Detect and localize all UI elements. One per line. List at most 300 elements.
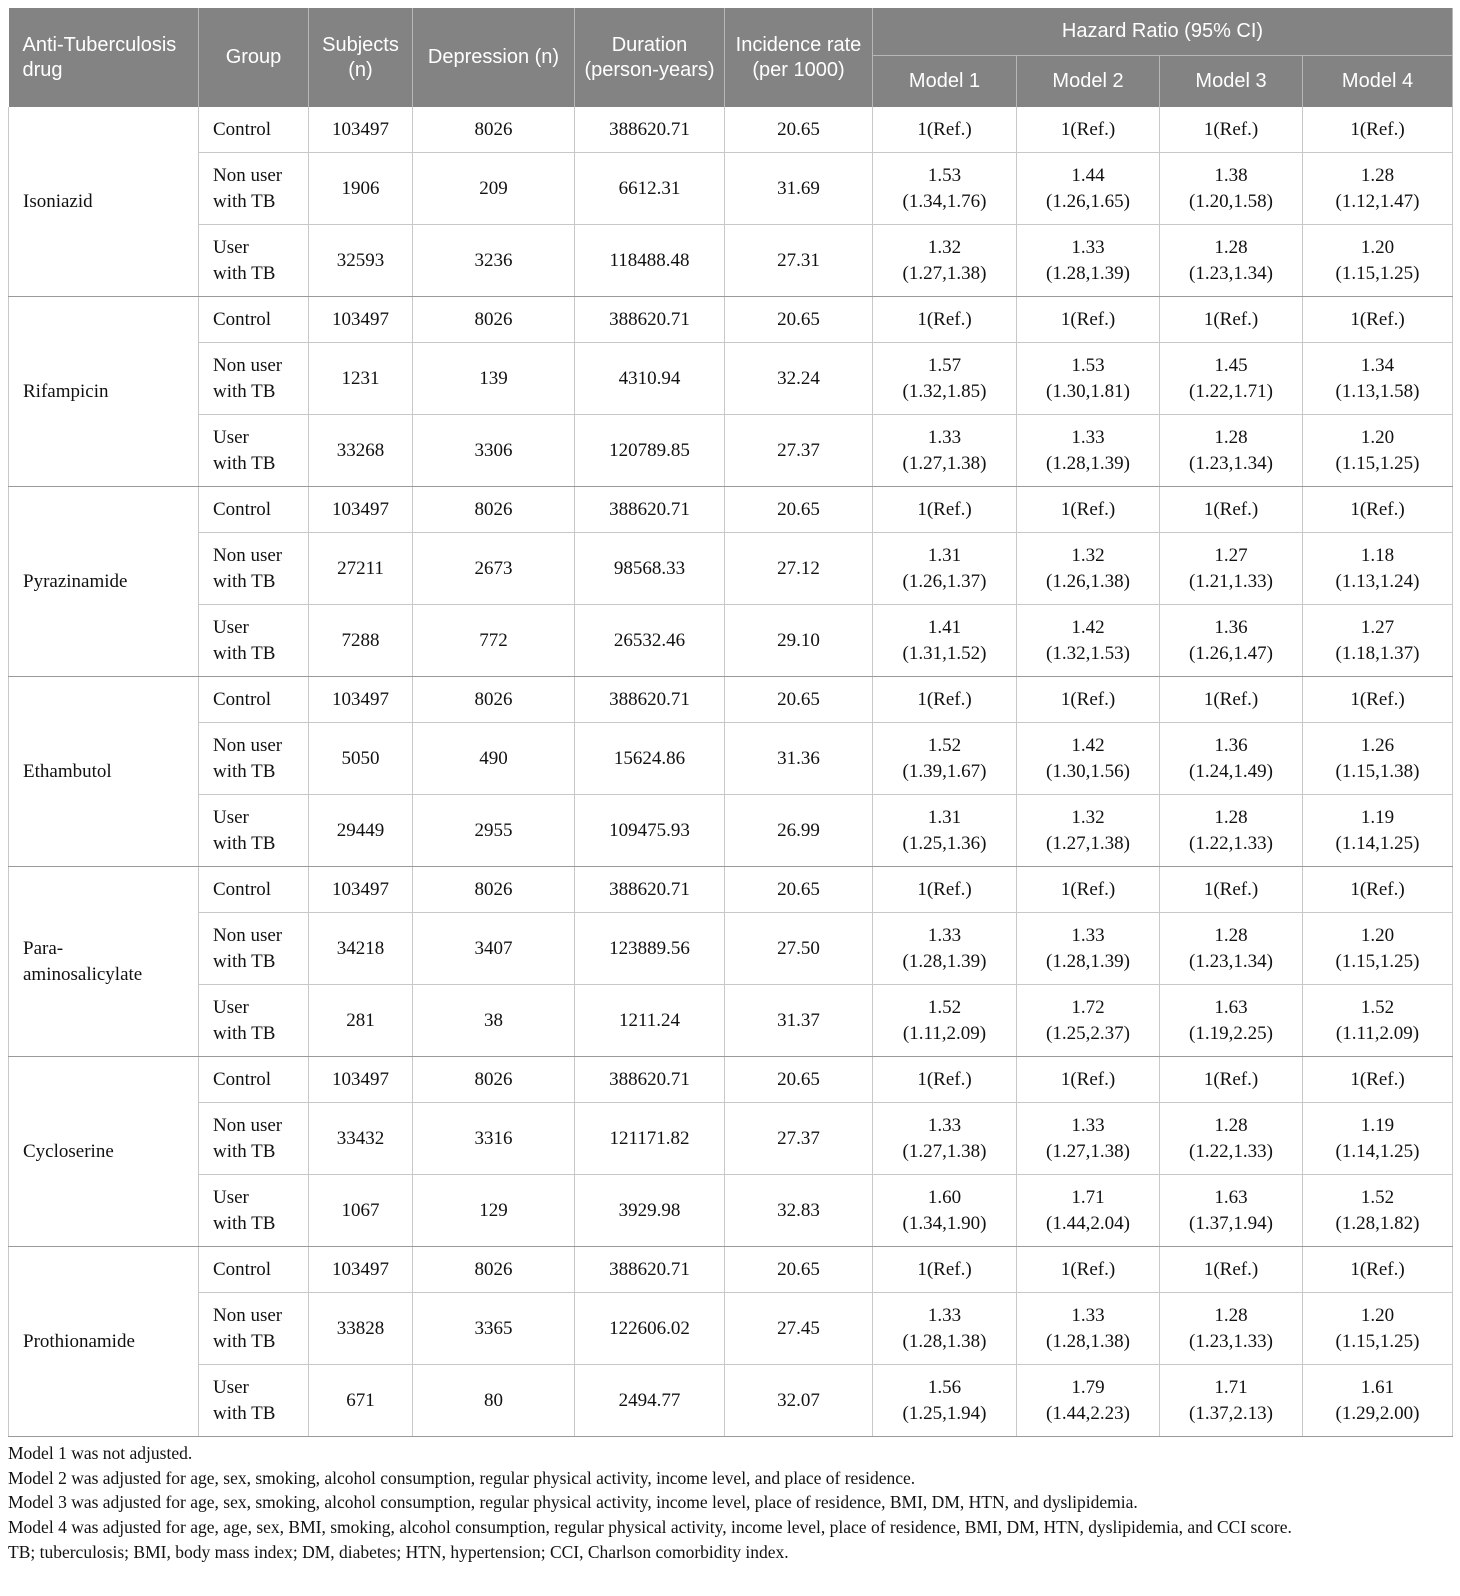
confidence-interval: (1.29,2.00) xyxy=(1335,1402,1420,1424)
depression-cell: 8026 xyxy=(413,1057,575,1103)
incidence-cell: 26.99 xyxy=(725,795,873,867)
incidence-cell: 20.65 xyxy=(725,1247,873,1293)
hazard-ratio-model-3-cell xyxy=(1160,487,1303,533)
hazard-ratio-value: 1.53 xyxy=(1071,354,1105,376)
hazard-ratio-value: 1.52 xyxy=(1360,996,1395,1018)
group-label-line: with TB xyxy=(213,950,276,972)
drug-name-cell: Prothionamide xyxy=(9,1247,199,1437)
hazard-ratio-model-4-cell xyxy=(1303,723,1453,795)
table-row xyxy=(9,605,1453,677)
hazard-ratio-value: 1.71 xyxy=(1071,1186,1105,1208)
hazard-ratio-value: 1.72 xyxy=(1071,996,1105,1018)
confidence-interval: (1.24,1.49) xyxy=(1189,760,1273,782)
group-label-line: User xyxy=(213,236,249,258)
hazard-ratio-model-1-cell xyxy=(873,1293,1017,1365)
group-cell xyxy=(199,1365,309,1437)
duration-cell: 118488.48 xyxy=(575,225,725,297)
hazard-ratio-value: 1.18 xyxy=(1360,544,1395,566)
confidence-interval: (1.15,1.25) xyxy=(1335,262,1420,284)
table-row xyxy=(9,153,1453,225)
hazard-ratio-model-3-cell xyxy=(1160,723,1303,795)
depression-cell: 8026 xyxy=(413,677,575,723)
incidence-cell: 27.31 xyxy=(725,225,873,297)
group-cell xyxy=(199,795,309,867)
hazard-ratio-value: 1.19 xyxy=(1360,806,1395,828)
subjects-cell: 1906 xyxy=(309,153,413,225)
group-cell xyxy=(199,153,309,225)
hazard-ratio-value: 1(Ref.) xyxy=(1060,118,1116,140)
confidence-interval: (1.27,1.38) xyxy=(1046,832,1130,854)
hazard-ratio-value: 1.32 xyxy=(1071,544,1105,566)
depression-cell: 139 xyxy=(413,343,575,415)
hazard-ratio-model-2-cell xyxy=(1017,723,1160,795)
hazard-ratio-model-2-cell xyxy=(1017,1365,1160,1437)
subjects-cell: 103497 xyxy=(309,1057,413,1103)
hazard-ratio-value: 1(Ref.) xyxy=(1060,308,1116,330)
group-cell xyxy=(199,723,309,795)
hazard-ratio-value: 1.33 xyxy=(927,924,962,946)
hazard-ratio-table xyxy=(8,8,1453,1437)
hazard-ratio-model-4-cell xyxy=(1303,343,1453,415)
confidence-interval: (1.34,1.76) xyxy=(902,190,987,212)
group-label-line: User xyxy=(213,1376,249,1398)
hazard-ratio-model-4-cell xyxy=(1303,605,1453,677)
hazard-ratio-model-3-cell xyxy=(1160,677,1303,723)
table-row xyxy=(9,107,1453,153)
hazard-ratio-value: 1.33 xyxy=(927,1304,962,1326)
drug-name-cell: Pyrazinamide xyxy=(9,487,199,677)
hazard-ratio-model-4-cell xyxy=(1303,1103,1453,1175)
footnote-line: Model 4 was adjusted for age, age, sex, BMI, smoking, alcohol consumption, regular physical activity, income level, place of residence, BMI, DM, HTN, dyslipidemia, and CCI score. xyxy=(8,1517,1292,1538)
group-label-line: Non user xyxy=(213,734,283,756)
confidence-interval: (1.30,1.56) xyxy=(1046,760,1130,782)
depression-cell: 3316 xyxy=(413,1103,575,1175)
confidence-interval: (1.27,1.38) xyxy=(902,262,987,284)
hazard-ratio-model-4-cell xyxy=(1303,677,1453,723)
duration-cell: 3929.98 xyxy=(575,1175,725,1247)
confidence-interval: (1.27,1.38) xyxy=(902,452,987,474)
confidence-interval: (1.22,1.33) xyxy=(1189,832,1273,854)
subjects-cell: 7288 xyxy=(309,605,413,677)
hazard-ratio-model-3-cell xyxy=(1160,343,1303,415)
subjects-cell: 103497 xyxy=(309,1247,413,1293)
confidence-interval: (1.22,1.33) xyxy=(1189,1140,1273,1162)
hazard-ratio-model-4-cell xyxy=(1303,1293,1453,1365)
duration-cell: 388620.71 xyxy=(575,487,725,533)
hazard-ratio-value: 1(Ref.) xyxy=(1203,1258,1259,1280)
hazard-ratio-model-4-cell xyxy=(1303,225,1453,297)
table-row xyxy=(9,795,1453,867)
hazard-ratio-value: 1(Ref.) xyxy=(1350,878,1405,900)
hazard-ratio-value: 1.28 xyxy=(1360,164,1395,186)
hazard-ratio-model-4-cell xyxy=(1303,533,1453,605)
confidence-interval: (1.28,1.38) xyxy=(902,1330,987,1352)
incidence-cell: 27.12 xyxy=(725,533,873,605)
drug-name-cell: Rifampicin xyxy=(9,297,199,487)
group-label-line: User xyxy=(213,426,249,448)
hazard-ratio-value: 1.33 xyxy=(1071,236,1105,258)
table-row xyxy=(9,985,1453,1057)
hazard-ratio-model-1-cell xyxy=(873,533,1017,605)
incidence-cell: 32.07 xyxy=(725,1365,873,1437)
hazard-ratio-value: 1(Ref.) xyxy=(1350,1068,1405,1090)
hazard-ratio-model-3-cell xyxy=(1160,415,1303,487)
depression-cell: 3236 xyxy=(413,225,575,297)
header-drug: Anti-Tuberculosis drug xyxy=(9,8,199,107)
hazard-ratio-model-2-cell xyxy=(1017,795,1160,867)
group-label-line: with TB xyxy=(213,1212,276,1234)
confidence-interval: (1.25,1.36) xyxy=(902,832,987,854)
hazard-ratio-value: 1.41 xyxy=(927,616,962,638)
confidence-interval: (1.13,1.58) xyxy=(1335,380,1420,402)
group-label-line: User xyxy=(213,806,249,828)
hazard-ratio-model-3-cell xyxy=(1160,1365,1303,1437)
subjects-cell: 281 xyxy=(309,985,413,1057)
duration-cell: 2494.77 xyxy=(575,1365,725,1437)
group-label-line: Control xyxy=(213,688,272,710)
hazard-ratio-model-1-cell xyxy=(873,723,1017,795)
hazard-ratio-value: 1.20 xyxy=(1360,236,1395,258)
group-cell xyxy=(199,297,309,343)
hazard-ratio-value: 1.38 xyxy=(1214,164,1248,186)
confidence-interval: (1.15,1.38) xyxy=(1335,760,1420,782)
hazard-ratio-value: 1.42 xyxy=(1071,616,1105,638)
confidence-interval: (1.28,1.39) xyxy=(902,950,987,972)
hazard-ratio-model-4-cell xyxy=(1303,107,1453,153)
hazard-ratio-value: 1.27 xyxy=(1214,544,1248,566)
group-label-line: with TB xyxy=(213,832,276,854)
hazard-ratio-value: 1(Ref.) xyxy=(917,498,972,520)
confidence-interval: (1.44,2.04) xyxy=(1046,1212,1130,1234)
subjects-cell: 5050 xyxy=(309,723,413,795)
hazard-ratio-value: 1.52 xyxy=(927,734,962,756)
hazard-ratio-model-2-cell xyxy=(1017,415,1160,487)
duration-cell: 4310.94 xyxy=(575,343,725,415)
confidence-interval: (1.31,1.52) xyxy=(902,642,987,664)
hazard-ratio-model-4-cell xyxy=(1303,795,1453,867)
hazard-ratio-model-2-cell xyxy=(1017,1293,1160,1365)
duration-cell: 388620.71 xyxy=(575,107,725,153)
hazard-ratio-value: 1(Ref.) xyxy=(1203,308,1259,330)
depression-cell: 8026 xyxy=(413,487,575,533)
depression-cell: 772 xyxy=(413,605,575,677)
incidence-cell: 31.37 xyxy=(725,985,873,1057)
hazard-ratio-model-2-cell xyxy=(1017,487,1160,533)
hazard-ratio-value: 1.44 xyxy=(1071,164,1105,186)
duration-cell: 122606.02 xyxy=(575,1293,725,1365)
hazard-ratio-model-3-cell xyxy=(1160,985,1303,1057)
hazard-ratio-model-4-cell xyxy=(1303,1365,1453,1437)
hazard-ratio-value: 1(Ref.) xyxy=(1350,118,1405,140)
hazard-ratio-value: 1(Ref.) xyxy=(1060,688,1116,710)
depression-cell: 8026 xyxy=(413,297,575,343)
hazard-ratio-model-2-cell xyxy=(1017,153,1160,225)
group-cell xyxy=(199,1293,309,1365)
group-label-line: Non user xyxy=(213,544,283,566)
hazard-ratio-value: 1.33 xyxy=(1071,426,1105,448)
group-label-line: User xyxy=(213,1186,249,1208)
hazard-ratio-value: 1.33 xyxy=(1071,924,1105,946)
hazard-ratio-model-3-cell xyxy=(1160,795,1303,867)
footnote-line: Model 3 was adjusted for age, sex, smoking, alcohol consumption, regular physical activity, income level, place of residence, BMI, DM, HTN, and dyslipidemia. xyxy=(8,1492,1138,1513)
hazard-ratio-value: 1.34 xyxy=(1360,354,1395,376)
hazard-ratio-model-1-cell xyxy=(873,605,1017,677)
group-label-line: with TB xyxy=(213,1402,276,1424)
header-model-3: Model 3 xyxy=(1160,56,1303,108)
hazard-ratio-model-3-cell xyxy=(1160,533,1303,605)
hazard-ratio-value: 1(Ref.) xyxy=(1203,688,1259,710)
group-cell xyxy=(199,107,309,153)
group-label-line: Non user xyxy=(213,1114,283,1136)
confidence-interval: (1.25,1.94) xyxy=(902,1402,987,1424)
group-cell xyxy=(199,1175,309,1247)
hazard-ratio-value: 1.45 xyxy=(1214,354,1248,376)
confidence-interval: (1.19,2.25) xyxy=(1189,1022,1273,1044)
hazard-ratio-model-2-cell xyxy=(1017,1057,1160,1103)
duration-cell: 109475.93 xyxy=(575,795,725,867)
hazard-ratio-model-2-cell xyxy=(1017,1175,1160,1247)
confidence-interval: (1.15,1.25) xyxy=(1335,950,1420,972)
header-duration: Duration (person-years) xyxy=(575,8,725,107)
hazard-ratio-value: 1.20 xyxy=(1360,426,1395,448)
hazard-ratio-value: 1(Ref.) xyxy=(1350,688,1405,710)
hazard-ratio-value: 1(Ref.) xyxy=(917,1258,972,1280)
hazard-ratio-model-4-cell xyxy=(1303,415,1453,487)
group-cell xyxy=(199,985,309,1057)
hazard-ratio-model-1-cell xyxy=(873,225,1017,297)
group-cell xyxy=(199,867,309,913)
hazard-ratio-model-1-cell xyxy=(873,985,1017,1057)
hazard-ratio-model-3-cell xyxy=(1160,1103,1303,1175)
subjects-cell: 103497 xyxy=(309,867,413,913)
hazard-ratio-value: 1.19 xyxy=(1360,1114,1395,1136)
group-cell xyxy=(199,343,309,415)
group-label-line: with TB xyxy=(213,1140,276,1162)
subjects-cell: 103497 xyxy=(309,297,413,343)
hazard-ratio-value: 1.20 xyxy=(1360,1304,1395,1326)
hazard-ratio-value: 1.28 xyxy=(1214,1304,1248,1326)
incidence-cell: 29.10 xyxy=(725,605,873,677)
confidence-interval: (1.23,1.33) xyxy=(1189,1330,1273,1352)
hazard-ratio-model-2-cell xyxy=(1017,1103,1160,1175)
hazard-ratio-model-1-cell xyxy=(873,867,1017,913)
hazard-ratio-model-1-cell xyxy=(873,1365,1017,1437)
hazard-ratio-model-2-cell xyxy=(1017,1247,1160,1293)
hazard-ratio-model-3-cell xyxy=(1160,297,1303,343)
hazard-ratio-value: 1(Ref.) xyxy=(1060,1068,1116,1090)
depression-cell: 2673 xyxy=(413,533,575,605)
confidence-interval: (1.20,1.58) xyxy=(1189,190,1273,212)
hazard-ratio-model-2-cell xyxy=(1017,985,1160,1057)
subjects-cell: 1067 xyxy=(309,1175,413,1247)
hazard-ratio-value: 1(Ref.) xyxy=(917,878,972,900)
group-cell xyxy=(199,415,309,487)
hazard-ratio-model-4-cell xyxy=(1303,985,1453,1057)
hazard-ratio-model-1-cell xyxy=(873,677,1017,723)
hazard-ratio-value: 1(Ref.) xyxy=(1203,498,1259,520)
hazard-ratio-model-3-cell xyxy=(1160,605,1303,677)
incidence-cell: 27.37 xyxy=(725,415,873,487)
confidence-interval: (1.30,1.81) xyxy=(1046,380,1130,402)
group-label-line: with TB xyxy=(213,190,276,212)
confidence-interval: (1.32,1.53) xyxy=(1046,642,1130,664)
hazard-ratio-value: 1.52 xyxy=(927,996,962,1018)
hazard-ratio-value: 1.28 xyxy=(1214,1114,1248,1136)
confidence-interval: (1.37,2.13) xyxy=(1189,1402,1273,1424)
hazard-ratio-value: 1.52 xyxy=(1360,1186,1395,1208)
header-model-4: Model 4 xyxy=(1303,56,1453,108)
group-label-line: User xyxy=(213,996,249,1018)
hazard-ratio-value: 1.79 xyxy=(1071,1376,1105,1398)
hazard-ratio-value: 1(Ref.) xyxy=(1203,878,1259,900)
footnote-line: Model 2 was adjusted for age, sex, smoking, alcohol consumption, regular physical activity, income level, and place of residence. xyxy=(8,1467,916,1488)
depression-cell: 3365 xyxy=(413,1293,575,1365)
hazard-ratio-value: 1.56 xyxy=(927,1376,962,1398)
table-row xyxy=(9,1247,1453,1293)
drug-name-cell: Isoniazid xyxy=(9,107,199,297)
confidence-interval: (1.27,1.38) xyxy=(1046,1140,1130,1162)
table-row xyxy=(9,1293,1453,1365)
hazard-ratio-model-4-cell xyxy=(1303,1175,1453,1247)
depression-cell: 129 xyxy=(413,1175,575,1247)
confidence-interval: (1.28,1.38) xyxy=(1046,1330,1130,1352)
table-row xyxy=(9,1103,1453,1175)
subjects-cell: 33268 xyxy=(309,415,413,487)
group-cell xyxy=(199,1103,309,1175)
hazard-ratio-value: 1.33 xyxy=(1071,1304,1105,1326)
confidence-interval: (1.26,1.47) xyxy=(1189,642,1273,664)
footnote-line: TB; tuberculosis; BMI, body mass index; DM, diabetes; HTN, hypertension; CCI, Charlson comorbidity index. xyxy=(8,1541,789,1562)
confidence-interval: (1.23,1.34) xyxy=(1189,452,1273,474)
subjects-cell: 671 xyxy=(309,1365,413,1437)
hazard-ratio-value: 1.61 xyxy=(1360,1376,1395,1398)
group-label-line: with TB xyxy=(213,262,276,284)
incidence-cell: 31.36 xyxy=(725,723,873,795)
hazard-ratio-model-3-cell xyxy=(1160,107,1303,153)
hazard-ratio-value: 1.31 xyxy=(927,544,962,566)
group-label-line: with TB xyxy=(213,570,276,592)
table-row xyxy=(9,913,1453,985)
hazard-ratio-value: 1(Ref.) xyxy=(917,1068,972,1090)
group-cell xyxy=(199,605,309,677)
hazard-ratio-value: 1(Ref.) xyxy=(1060,498,1116,520)
hazard-ratio-value: 1.32 xyxy=(1071,806,1105,828)
hazard-ratio-value: 1(Ref.) xyxy=(917,118,972,140)
confidence-interval: (1.21,1.33) xyxy=(1189,570,1273,592)
hazard-ratio-value: 1.20 xyxy=(1360,924,1395,946)
hazard-ratio-value: 1.53 xyxy=(927,164,962,186)
duration-cell: 388620.71 xyxy=(575,297,725,343)
depression-cell: 3407 xyxy=(413,913,575,985)
table-row xyxy=(9,867,1453,913)
incidence-cell: 20.65 xyxy=(725,677,873,723)
group-label-line: with TB xyxy=(213,1022,276,1044)
hazard-ratio-model-2-cell xyxy=(1017,297,1160,343)
header-hazard-ratio: Hazard Ratio (95% CI) xyxy=(873,8,1453,56)
duration-cell: 388620.71 xyxy=(575,1247,725,1293)
incidence-cell: 20.65 xyxy=(725,867,873,913)
hazard-ratio-model-4-cell xyxy=(1303,153,1453,225)
table-row xyxy=(9,415,1453,487)
hazard-ratio-model-2-cell xyxy=(1017,677,1160,723)
group-label-line: Non user xyxy=(213,164,283,186)
group-cell xyxy=(199,913,309,985)
drug-name-cell: Ethambutol xyxy=(9,677,199,867)
hazard-ratio-model-2-cell xyxy=(1017,913,1160,985)
subjects-cell: 34218 xyxy=(309,913,413,985)
hazard-ratio-model-3-cell xyxy=(1160,1057,1303,1103)
hazard-ratio-value: 1.63 xyxy=(1214,996,1248,1018)
drug-name-line: Para- xyxy=(23,937,64,959)
depression-cell: 8026 xyxy=(413,1247,575,1293)
confidence-interval: (1.32,1.85) xyxy=(902,380,987,402)
duration-cell: 1211.24 xyxy=(575,985,725,1057)
incidence-cell: 31.69 xyxy=(725,153,873,225)
group-label-line: Control xyxy=(213,498,272,520)
hazard-ratio-model-4-cell xyxy=(1303,1057,1453,1103)
subjects-cell: 29449 xyxy=(309,795,413,867)
subjects-cell: 27211 xyxy=(309,533,413,605)
incidence-cell: 20.65 xyxy=(725,1057,873,1103)
depression-cell: 2955 xyxy=(413,795,575,867)
confidence-interval: (1.25,2.37) xyxy=(1046,1022,1130,1044)
confidence-interval: (1.11,2.09) xyxy=(902,1022,987,1044)
hazard-ratio-value: 1.28 xyxy=(1214,806,1248,828)
hazard-ratio-model-1-cell xyxy=(873,487,1017,533)
hazard-ratio-value: 1(Ref.) xyxy=(917,688,972,710)
group-label-line: with TB xyxy=(213,380,276,402)
hazard-ratio-value: 1.28 xyxy=(1214,236,1248,258)
hazard-ratio-value: 1.26 xyxy=(1360,734,1395,756)
incidence-cell: 27.37 xyxy=(725,1103,873,1175)
hazard-ratio-model-1-cell xyxy=(873,1175,1017,1247)
group-cell xyxy=(199,1057,309,1103)
hazard-ratio-value: 1.42 xyxy=(1071,734,1105,756)
confidence-interval: (1.39,1.67) xyxy=(902,760,987,782)
hazard-ratio-model-1-cell xyxy=(873,795,1017,867)
confidence-interval: (1.28,1.39) xyxy=(1046,950,1130,972)
hazard-ratio-model-3-cell xyxy=(1160,153,1303,225)
hazard-ratio-model-4-cell xyxy=(1303,913,1453,985)
depression-cell: 209 xyxy=(413,153,575,225)
hazard-ratio-model-2-cell xyxy=(1017,343,1160,415)
confidence-interval: (1.22,1.71) xyxy=(1189,380,1273,402)
hazard-ratio-model-4-cell xyxy=(1303,487,1453,533)
table-header xyxy=(9,8,1453,107)
hazard-ratio-model-1-cell xyxy=(873,913,1017,985)
hazard-ratio-value: 1.33 xyxy=(1071,1114,1105,1136)
hazard-ratio-value: 1(Ref.) xyxy=(1350,308,1405,330)
header-group: Group xyxy=(199,8,309,107)
hazard-ratio-model-2-cell xyxy=(1017,107,1160,153)
group-label-line: Non user xyxy=(213,924,283,946)
group-label-line: Control xyxy=(213,1258,272,1280)
hazard-ratio-model-2-cell xyxy=(1017,867,1160,913)
confidence-interval: (1.15,1.25) xyxy=(1335,1330,1420,1352)
hazard-ratio-model-1-cell xyxy=(873,1103,1017,1175)
confidence-interval: (1.11,2.09) xyxy=(1335,1022,1420,1044)
table-row xyxy=(9,343,1453,415)
hazard-ratio-value: 1.28 xyxy=(1214,426,1248,448)
hazard-ratio-value: 1.33 xyxy=(927,426,962,448)
depression-cell: 490 xyxy=(413,723,575,795)
table-row xyxy=(9,487,1453,533)
group-label-line: Non user xyxy=(213,1304,283,1326)
hazard-ratio-model-2-cell xyxy=(1017,225,1160,297)
hazard-ratio-model-3-cell xyxy=(1160,225,1303,297)
confidence-interval: (1.23,1.34) xyxy=(1189,950,1273,972)
hazard-ratio-value: 1(Ref.) xyxy=(1203,118,1259,140)
